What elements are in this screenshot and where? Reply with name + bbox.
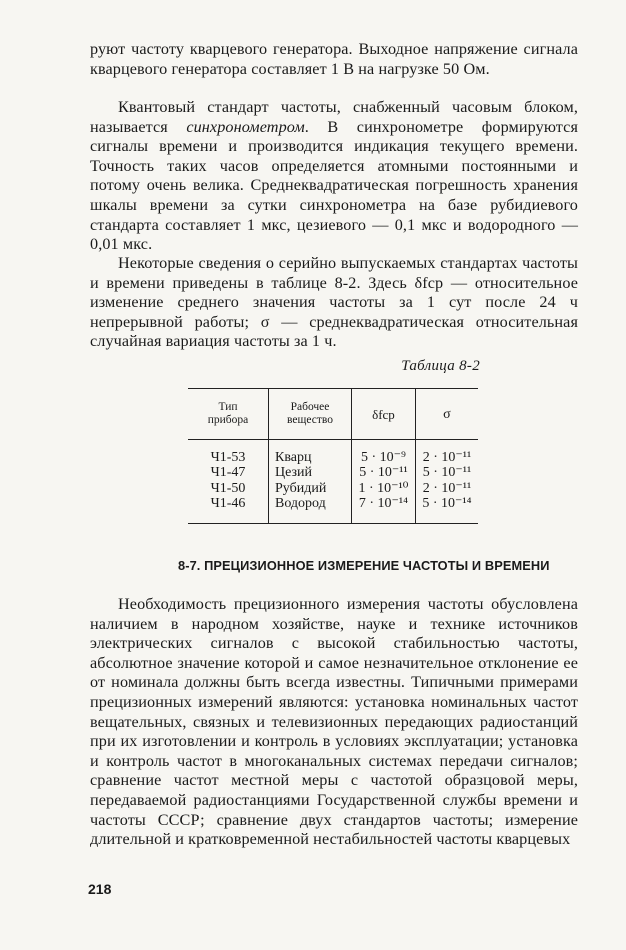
header-sigma: σ [415,389,478,440]
paragraph-text: . В синхронометре формируются сигналы времени и производится индикация текущего времени. Точность таких часов определяется атомными постоянными и потому очень велика. Среднеквадратическая погрешность хранения шкалы времени за сутки синхронометра на базе рубидиевого стандарта составляет 1 мкс, цезиевого — 0,1 мкс и водородного — 0,01 мкс. [90,117,579,254]
header-working-substance: Рабочее вещество [269,389,352,440]
table-caption: Таблица 8-2 [401,358,480,374]
column-substance: Кварц Цезий Рубидий Водород [269,440,352,524]
column-sigma: 2 · 10⁻¹¹ 5 · 10⁻¹¹ 2 · 10⁻¹¹ 5 · 10⁻¹⁴ [415,440,478,524]
section-heading: 8-7. ПРЕЦИЗИОННОЕ ИЗМЕРЕНИЕ ЧАСТОТЫ И ВРЕМЕНИ [178,558,550,573]
table-header-row [188,389,478,440]
column-device-type: Ч1-53 Ч1-47 Ч1-50 Ч1-46 [188,440,269,524]
column-delta: 5 · 10⁻⁹ 5 · 10⁻¹¹ 1 · 10⁻¹⁰ 7 · 10⁻¹⁴ [352,440,416,524]
table-body-row [188,440,478,524]
page-number: 218 [88,881,112,897]
paragraph-precision-measurement: Необходимость прецизионного измерения частоты обусловлена наличием в народном хозяйстве, науке и технике источников электрических сигналов с высокой стабильностью частоты, абсолютное значение которой и самое незначительное отклонение ее от номинала должны быть всегда известны. Типичными примерами прецизионных измерений являются: установка номинальных частот вещательных, связных и телевизионных передающих радиостанций при их изготовлении и контроль в условиях эксплуатации; установка и контроль частот в многоканальных системах передачи сигналов; сравнение частот местной меры с частотой образцовой меры, передаваемой радиостанциями Государственной службы времени и частоты СССР; сравнение двух стандартов частоты; измерение длительной и кратковременной нестабильностей частоты кварцевых [90,595,578,849]
frequency-standards-table [188,388,478,524]
paragraph-synchronometer [90,98,578,255]
header-delta: δfср [352,389,416,440]
paragraph-text: Квантовый стандарт частоты, снабженный часовым блоком, называется [90,98,578,136]
paragraph-continuation: руют частоту кварцевого генератора. Выходное напряжение сигнала кварцевого генератора составляет 1 В на нагрузке 50 Ом. [90,40,578,78]
italic-term: синхронометром [186,117,305,136]
header-device-type: Тип прибора [188,389,269,440]
paragraph-table-intro: Некоторые сведения о серийно выпускаемых стандартах частоты и времени приведены в таблице 8-2. Здесь δfср — относительное изменение среднего значения частоты за 1 сут после 24 ч непрерывной работы; σ — среднеквадратическая относительная случайная вариация частоты за 1 ч. [90,254,578,351]
